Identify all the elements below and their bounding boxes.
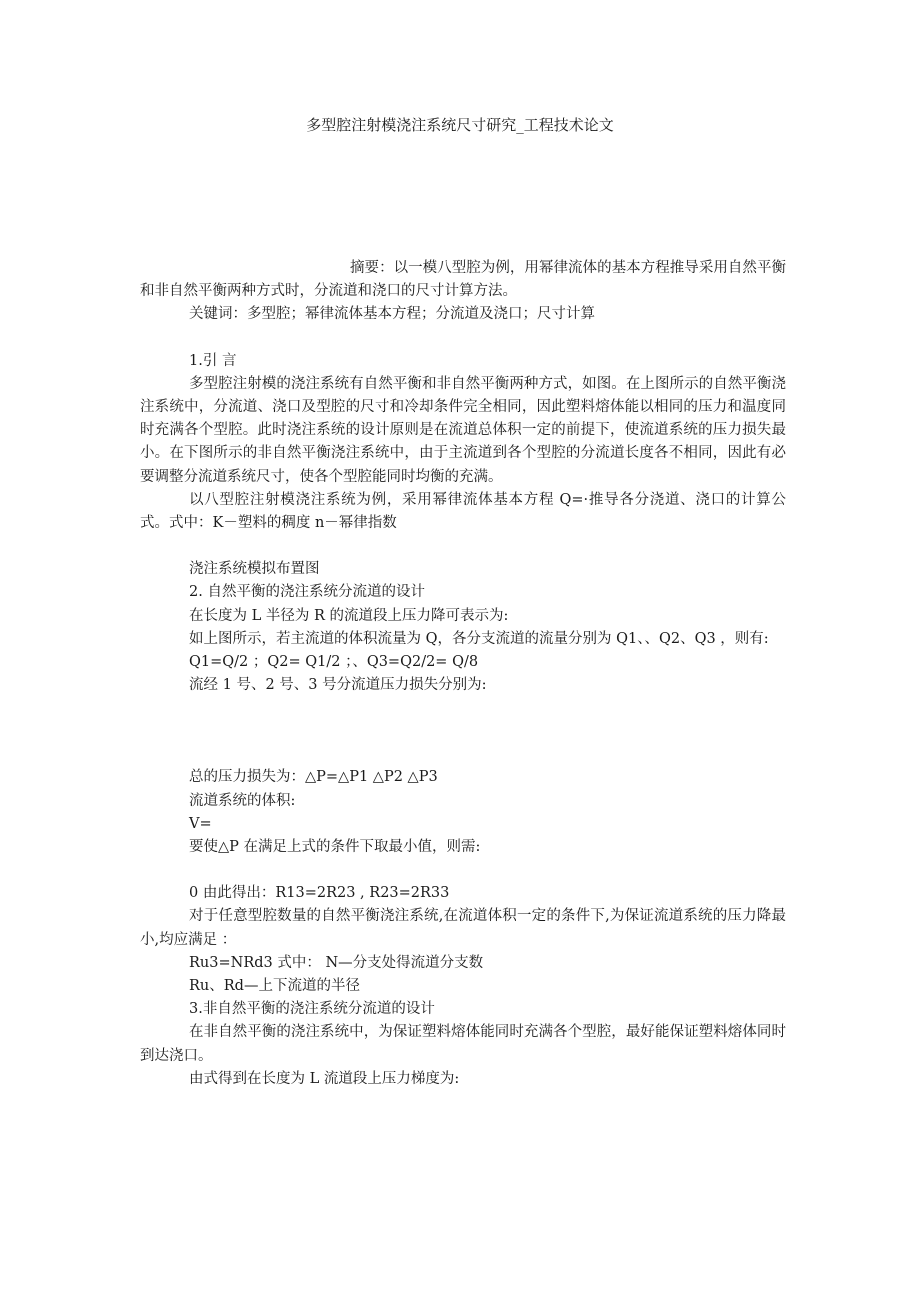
section3-paragraph-2: 由式得到在长度为 L 流道段上压力梯度为: xyxy=(189,1070,460,1087)
section2-line-3: 流经 1 号、2 号、3 号分流道压力损失分别为: xyxy=(189,677,487,694)
section2-line-1: 在长度为 L 半径为 R 的流道段上压力降可表示为: xyxy=(189,607,509,624)
formula-placeholder-space xyxy=(140,697,786,766)
section2-formula-1: Q1=Q/2 ；Q2= Q1/2 ；、Q3=Q2/2= Q/8 xyxy=(189,654,479,671)
section2-ru-formula: Ru3=NRd3 式中： N—分支处得流道分支数 xyxy=(189,954,484,971)
section2-volume-label: 流道系统的体积: xyxy=(189,792,296,809)
figure-caption: 浇注系统模拟布置图 xyxy=(189,561,320,578)
spacer xyxy=(140,535,786,558)
section1-paragraph-2: 以八型腔注射模浇注系统为例，采用幂律流体基本方程 Q=·推导各分浇道、浇口的计算公式。式中：K－塑料的稠度 n－幂律指数 xyxy=(140,491,786,532)
section3-heading: 3.非自然平衡的浇注系统分流道的设计 xyxy=(189,1001,435,1018)
section2-result: 0 由此得出：R13=2R23 , R23=2R33 xyxy=(189,885,450,902)
section2-ru-rd-definition: Ru、Rd—上下流道的半径 xyxy=(189,978,360,995)
document-title: 多型腔注射模浇注系统尺寸研究_工程技术论文 xyxy=(306,116,614,134)
spacer xyxy=(140,859,786,882)
section1-paragraph-1: 多型腔注射模的浇注系统有自然平衡和非自然平衡两种方式，如图。在上图所示的自然平衡浇注系统中，分流道、浇口及型腔的尺寸和冷却条件完全相同，因此塑料熔体能以相同的压力和温度同时充满各个型腔。此时浇注系统的设计原则是在流道总体积一定的前提下，使流道系统的压力损失最小。在下图所示的非自然平衡浇注系统中，由于主流道到各个型腔的分流道长度各不相同，因此有必要调整分流道系统尺寸，使各个型腔能同时均衡的充满。 xyxy=(140,375,786,485)
section1-heading: 1.引 言 xyxy=(189,352,237,369)
section2-general-condition: 对于任意型腔数量的自然平衡浇注系统,在流道体积一定的条件下,为保证流道系统的压力降最小,均应满足 ： xyxy=(140,908,786,948)
abstract-paragraph: 摘要：以一模八型腔为例，用幂律流体的基本方程推导采用自然平衡和非自然平衡两种方式时，分流道和浇口的尺寸计算方法。 xyxy=(140,260,786,300)
section2-total-loss: 总的压力损失为：△P=△P1 △P2 △P3 xyxy=(189,769,438,786)
section3-paragraph-1: 在非自然平衡的浇注系统中，为保证塑料熔体能同时充满各个型腔，最好能保证塑料熔体同时到达浇口。 xyxy=(140,1024,786,1064)
spacer xyxy=(140,327,786,350)
section2-line-2: 如上图所示，若主流道的体积流量为 Q，各分支流道的流量分别为 Q1、、Q2、Q3 ，则有: xyxy=(189,630,769,647)
section2-volume-formula: V= xyxy=(189,815,212,832)
document-body xyxy=(140,257,786,1091)
keywords-line: 关键词：多型腔；幂律流体基本方程；分流道及浇口；尺寸计算 xyxy=(189,306,595,323)
section2-min-condition: 要使△P 在满足上式的条件下取最小值，则需: xyxy=(189,839,481,856)
section2-heading: 2. 自然平衡的浇注系统分流道的设计 xyxy=(189,584,425,601)
